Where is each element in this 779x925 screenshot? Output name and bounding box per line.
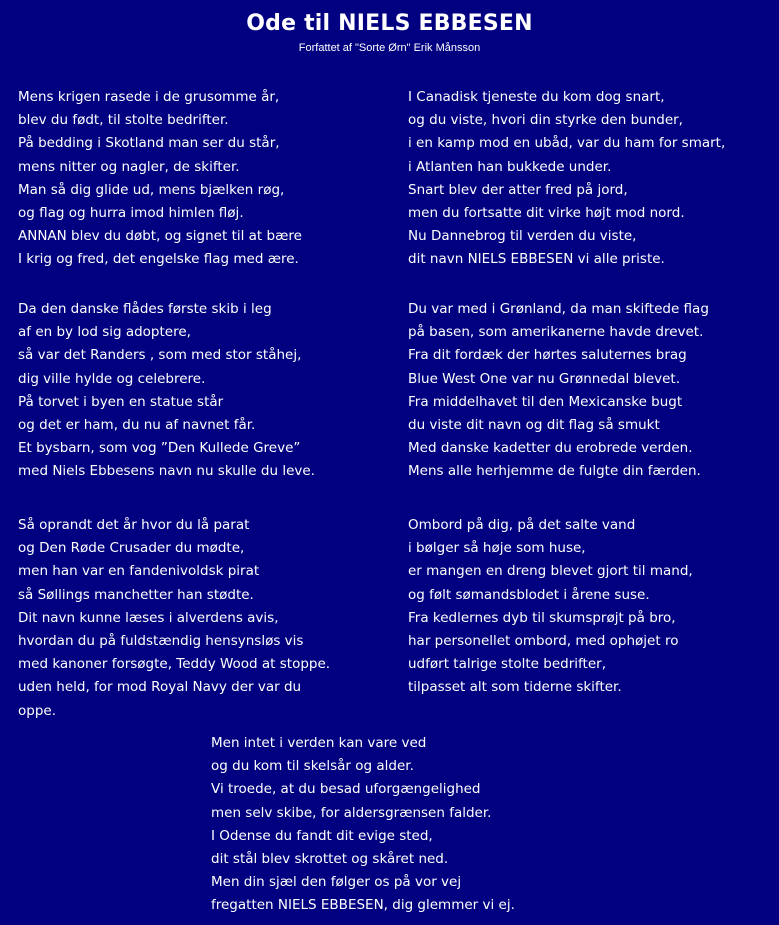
poem-line: dit stål blev skrottet og skåret ned. (211, 851, 449, 868)
poem-line: I krig og fred, det engelske flag med ære. (18, 251, 299, 268)
poem-line: du viste dit navn og dit flag så smukt (408, 417, 660, 434)
poem-line: og du kom til skelsår og alder. (211, 758, 414, 775)
poem-line: i Atlanten han bukkede under. (408, 158, 612, 175)
poem-line: og flag og hurra imod himlen fløj. (18, 205, 244, 222)
poem-line: Mens alle herhjemme de fulgte din færden. (408, 463, 701, 480)
poem-line: og du viste, hvori din styrke den bunder, (408, 112, 683, 129)
poem-line: Vi troede, at du besad uforgængelighed (211, 781, 481, 798)
poem-line: Fra dit fordæk der hørtes saluternes brag (408, 347, 687, 364)
poem-line: mens nitter og nagler, de skifter. (18, 158, 240, 175)
poem-line: Blue West One var nu Grønnedal blevet. (408, 370, 681, 387)
poem-line: har personellet ombord, med ophøjet ro (408, 633, 679, 650)
poem-line: i bølger så høje som huse, (408, 540, 586, 557)
poem-line: dit navn NIELS EBBESEN vi alle priste. (408, 251, 665, 268)
poem-line: af en by lod sig adoptere, (18, 324, 191, 341)
stanza-1 (18, 86, 302, 272)
poem-line: På torvet i byen en statue står (18, 393, 224, 410)
poem-line: Med danske kadetter du erobrede verden. (408, 440, 693, 457)
poem-line: Da den danske flådes første skib i leg (18, 301, 272, 317)
poem-line: dig ville hylde og celebrere. (18, 370, 206, 387)
poem-line: i en kamp mod en ubåd, var du ham for smart, (408, 135, 726, 152)
poem-line: men selv skibe, for aldersgrænsen falder. (211, 804, 492, 821)
poem-line: men du fortsatte dit virke højt mod nord. (408, 205, 685, 222)
poem-line: udført talrige stolte bedrifter, (408, 656, 606, 673)
poem-line: Men din sjæl den følger os på vor vej (211, 874, 462, 891)
poem-line: Du var med i Grønland, da man skiftede flag (408, 301, 709, 317)
poem-line: så Søllings manchetter han stødte. (18, 586, 254, 603)
poem-subtitle: Forfattet af "Sorte Ørn" Erik Månsson (298, 42, 481, 54)
poem-line: hvordan du på fuldstændig hensynsløs vis (18, 633, 304, 650)
stanza-4 (408, 298, 709, 484)
poem-line: uden held, for mod Royal Navy der var du (18, 679, 302, 696)
poem-line: Mens krigen rasede i de grusomme år, (18, 89, 280, 105)
poem-line: Men intet i verden kan vare ved (211, 735, 427, 751)
poem-line: fregatten NIELS EBBESEN, dig glemmer vi ej. (211, 897, 515, 914)
poem-line: med kanoner forsøgte, Teddy Wood at stoppe. (18, 656, 331, 673)
poem-line: Nu Dannebrog til verden du viste, (408, 228, 637, 245)
poem-line: I Canadisk tjeneste du kom dog snart, (408, 89, 665, 105)
poem-line: Ombord på dig, på det salte vand (408, 517, 636, 533)
stanza-3 (18, 298, 315, 484)
poem-line: Dit navn kunne læses i alverdens avis, (18, 609, 279, 626)
poem-line: men han var en fandenivoldsk pirat (18, 563, 260, 580)
poem-line: så var det Randers , som med stor ståhej, (18, 347, 302, 364)
poem-line: Et bysbarn, som vog ”Den Kullede Greve” (18, 440, 301, 457)
poem-line: og Den Røde Crusader du mødte, (18, 540, 245, 557)
poem-line: ANNAN blev du døbt, og signet til at bære (18, 228, 302, 245)
poem-line: er mangen en dreng blevet gjort til mand, (408, 563, 693, 580)
poem-line: Fra middelhavet til den Mexicanske bugt (408, 393, 683, 410)
poem-line: I Odense du fandt dit evige sted, (211, 827, 433, 844)
poem-line: På bedding i Skotland man ser du står, (18, 135, 280, 152)
poem-line: Man så dig glide ud, mens bjælken røg, (18, 181, 285, 198)
poem-line: tilpasset alt som tiderne skifter. (408, 679, 622, 696)
poem-line: og følt sømandsblodet i årene suse. (408, 586, 650, 603)
stanza-5 (18, 514, 330, 723)
stanza-6 (408, 514, 693, 700)
poem-title: Ode til NIELS EBBESEN (246, 11, 533, 36)
stanza-7 (211, 732, 515, 918)
poem-line: Så oprandt det år hvor du lå parat (18, 517, 250, 533)
poem-line: på basen, som amerikanerne havde drevet. (408, 324, 704, 341)
poem-line: Fra kedlernes dyb til skumsprøjt på bro, (408, 609, 676, 626)
stanza-2 (408, 86, 725, 272)
poem-line: og det er ham, du nu af navnet får. (18, 417, 256, 434)
poem-line: Snart blev der atter fred på jord, (408, 181, 628, 198)
poem-line: med Niels Ebbesens navn nu skulle du leve. (18, 463, 315, 480)
poem-line: oppe. (18, 702, 56, 719)
poem-line: blev du født, til stolte bedrifter. (18, 112, 229, 129)
